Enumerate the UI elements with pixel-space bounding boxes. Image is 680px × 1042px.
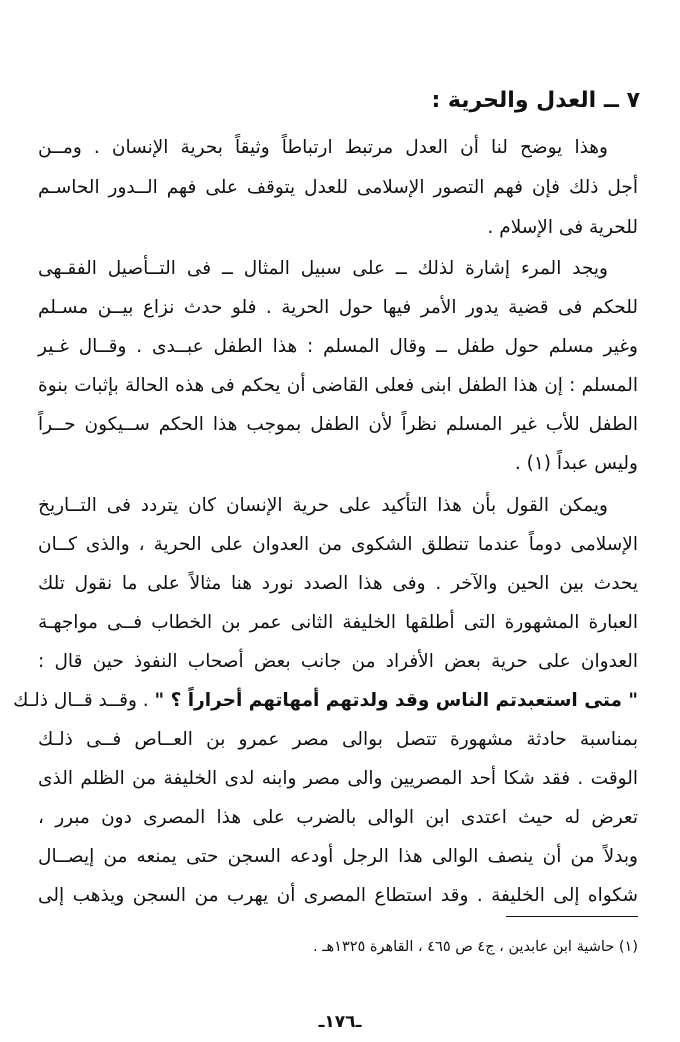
section-heading: ٧ ــ العدل والحرية : [431, 88, 640, 113]
quote-continuation: . وقــد قــال ذلـك [13, 690, 155, 711]
paragraph-line-with-footnote-ref: وليس عبداً (١) . [514, 453, 638, 474]
paragraph-line: ويمكن القول بأن هذا التأكيد على حرية الإنسان كان يتردد فى التــاريخ [38, 495, 608, 516]
paragraph-line: ويجد المرء إشارة لذلك ــ على سبيل المثال ــ فى التــأصيل الفقـهى [38, 258, 608, 279]
paragraph-line: بمناسبة حادثة مشهورة تتصل بوالى مصر عمرو بن العــاص فــى ذلـك [38, 729, 638, 750]
paragraph-line: وهذا يوضح لنا أن العدل مرتبط ارتباطاً وثيقاً بحرية الإنسان . ومــن [38, 137, 608, 158]
quote-text: " متى استعبدتم الناس وقد ولدتهم أمهاتهم أحراراً ؟ " [154, 690, 638, 711]
paragraph-line: أجل ذلك فإن فهم التصور الإسلامى للعدل يتوقف على فهم الــدور الحاسـم [38, 177, 638, 198]
paragraph-line: وغير مسلم حول طفل ــ وقال المسلم : هذا الطفل عبــدى . وقــال غـير [38, 336, 638, 357]
page-number: ـ١٧٦ـ [318, 1012, 362, 1032]
paragraph-line: تعرض له حيث اعتدى ابن الوالى بالضرب على هذا المصرى دون مبرر ، [38, 807, 638, 828]
paragraph-line: وبدلاً من أن ينصف الوالى هذا الرجل أودعه السجن حتى يمنعه من إيصــال [38, 846, 638, 867]
paragraph-line: الإسلامى دوماً عندما تنطلق الشكوى من العدوان على الحرية ، والذى كــان [38, 534, 638, 555]
paragraph-line: شكواه إلى الخليفة . وقد استطاع المصرى أن يهرب من السجن ويذهب إلى [38, 885, 638, 906]
paragraph-line: للحكم فى قضية يدور الأمر فيها حول الحرية . فلو حدث نزاع بيــن مسـلم [38, 297, 638, 318]
paragraph-line: العبارة المشهورة التى أطلقها الخليفة الثانى عمر بن الخطاب فــى مواجهـة [38, 612, 638, 633]
paragraph-line: يحدث بين الحين والآخر . وفى هذا الصدد نورد هنا مثالاً على ما نقول تلك [38, 573, 638, 594]
paragraph-line: العدوان على حرية بعض الأفراد من جانب بعض أصحاب النفوذ حين قال : [38, 651, 638, 672]
paragraph-line: الوقت . فقد شكا أحد المصريين والى مصر وابنه لدى الخليفة من الظلم الذى [38, 768, 638, 789]
paragraph-line: الطفل للأب غير المسلم نظراً لأن الطفل بموجب هذا الحكم ســيكون حــراً [38, 414, 638, 435]
footnote-divider [506, 916, 638, 917]
footnote: (١) حاشية ابن عابدين ، ج٤ ص ٤٦٥ ، القاهرة ١٣٢٥هـ . [313, 939, 638, 955]
paragraph-line: للحرية فى الإسلام . [487, 217, 638, 238]
paragraph-line: المسلم : إن هذا الطفل ابنى فعلى القاضى أن يحكم فى هذه الحالة بإثبات بنوة [38, 375, 638, 396]
quote-line [13, 681, 638, 721]
